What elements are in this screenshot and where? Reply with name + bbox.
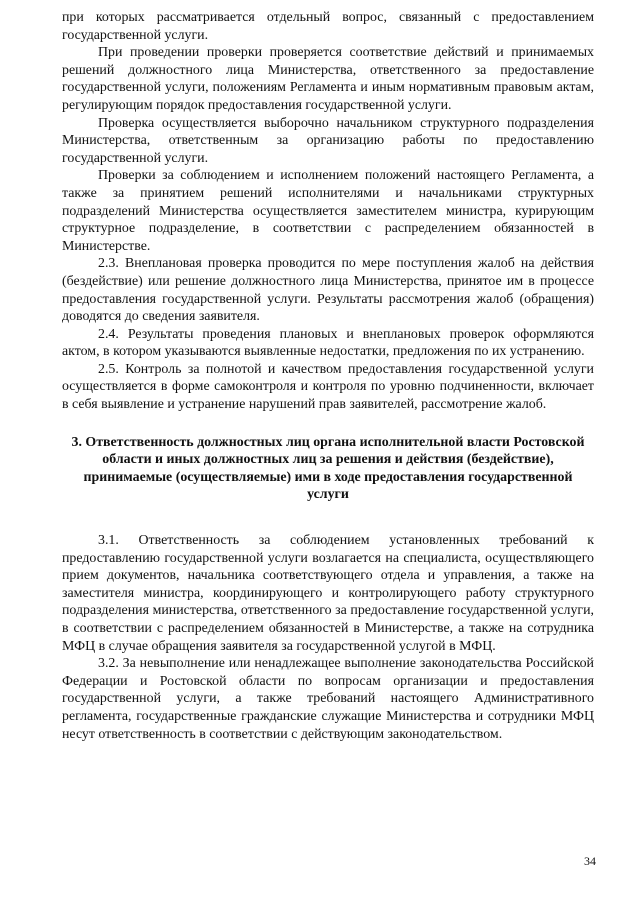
paragraph-check-compliance: При проведении проверки проверяется соответствие действий и принимаемых решений должностного лица Министерства, ответственного за предоставление государственной услуги, положениям Регламента и иным нормативным правовым актам, регулирующим порядок предоставления государственной услуги. <box>62 45 594 113</box>
paragraph-deputy-check: Проверки за соблюдением и исполнением положений настоящего Регламента, а также за принятием решений исполнителями и начальниками структурных подразделений Министерства осуществляется заместителем министра, курирующим структурное подразделение, в соответствии с распределением обязанностей в Министерстве. <box>62 168 594 254</box>
paragraph-3-2: 3.2. За невыполнение или ненадлежащее выполнение законодательства Российской Федерации и Ростовской области по вопросам организации и предоставления государственной услуги, а также требований настоящего Административного регламента, государственные гражданские служащие Министерства и сотрудники МФЦ несут ответственность в соответствии с действующим законодательством. <box>62 656 594 742</box>
page-number: 34 <box>584 854 596 868</box>
paragraph-continuation: при которых рассматривается отдельный вопрос, связанный с предоставлением государственной услуги. <box>62 10 594 43</box>
paragraph-2-3: 2.3. Внеплановая проверка проводится по мере поступления жалоб на действия (бездействие) или решение должностного лица Министерства, принятое им в процессе предоставления государственной услуги. Результаты рассмотрения жалоб (обращения) доводятся до сведения заявителя. <box>62 256 594 325</box>
paragraph-3-1: 3.1. Ответственность за соблюдением установленных требований к предоставлению государственной услуги возлагается на специалиста, осуществляющего прием документов, начальника соответствующего отдела и управления, а также на заместителя министра, координирующего и контролирующего работу структурного подразделения министерства, ответственного за предоставление государственной услуги, в соответствии с распределением обязанностей в Министерстве, а также на сотрудника МФЦ в случае обращения заявителя за государственной услугой в МФЦ. <box>62 533 594 654</box>
paragraph-2-4: 2.4. Результаты проведения плановых и внеплановых проверок оформляются актом, в котором указываются выявленные недостатки, предложения по их устранению. <box>62 326 594 360</box>
paragraph-2-5: 2.5. Контроль за полнотой и качеством предоставления государственной услуги осуществляется в форме самоконтроля и контроля по уровню подчиненности, включает в себя выявление и устранение нарушений прав заявителей, рассмотрение жалоб. <box>62 361 594 413</box>
paragraph-selective-check: Проверка осуществляется выборочно начальником структурного подразделения Министерства, ответственным за организацию работы по предоставлению государственной услуги. <box>62 115 594 166</box>
section-3-heading: 3. Ответственность должностных лиц органа исполнительной власти Ростовской области и иных должностных лиц за решения и действия (бездействие), принимаемые (осуществляемые) ими в ходе предоставления государственной услуги <box>71 434 585 503</box>
document-body <box>62 9 594 743</box>
